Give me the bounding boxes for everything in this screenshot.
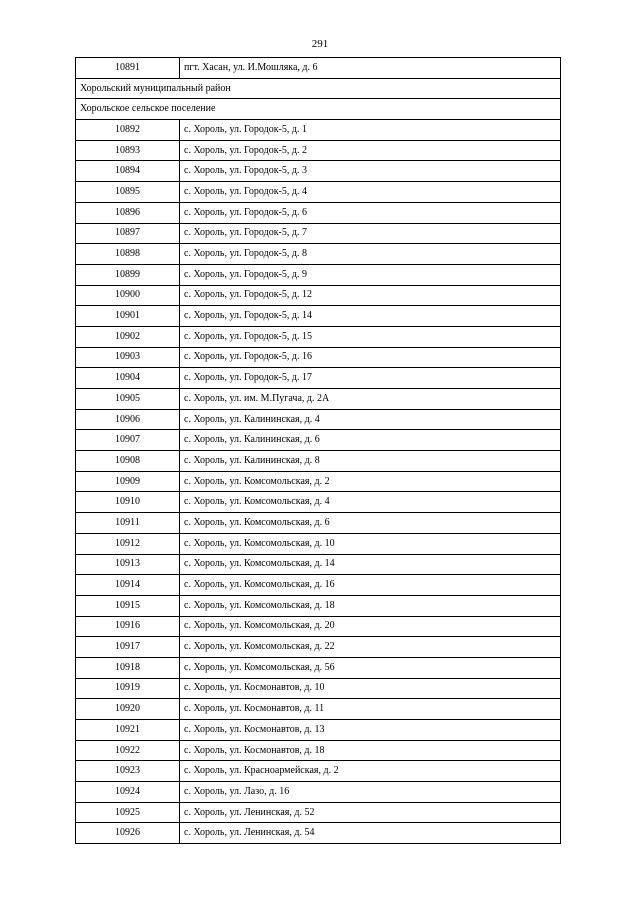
table-row xyxy=(76,202,561,223)
row-number: 10898 xyxy=(76,244,180,265)
row-address: с. Хороль, ул. Комсомольская, д. 56 xyxy=(180,657,561,678)
row-address: с. Хороль, ул. Комсомольская, д. 20 xyxy=(180,616,561,637)
row-address: с. Хороль, ул. им. М.Пугача, д. 2А xyxy=(180,389,561,410)
row-address: с. Хороль, ул. Комсомольская, д. 14 xyxy=(180,554,561,575)
table-row xyxy=(76,223,561,244)
row-number: 10926 xyxy=(76,823,180,844)
table-row xyxy=(76,657,561,678)
row-number: 10891 xyxy=(76,58,180,79)
table-row xyxy=(76,409,561,430)
row-number: 10908 xyxy=(76,451,180,472)
address-table-body xyxy=(76,58,561,844)
table-row xyxy=(76,533,561,554)
table-row xyxy=(76,720,561,741)
row-address: с. Хороль, ул. Лазо, д. 16 xyxy=(180,782,561,803)
row-address: с. Хороль, ул. Красноармейская, д. 2 xyxy=(180,761,561,782)
row-number: 10897 xyxy=(76,223,180,244)
row-number: 10915 xyxy=(76,595,180,616)
table-row xyxy=(76,389,561,410)
row-number: 10895 xyxy=(76,182,180,203)
row-number: 10925 xyxy=(76,802,180,823)
row-address: с. Хороль, ул. Комсомольская, д. 6 xyxy=(180,513,561,534)
table-row xyxy=(76,699,561,720)
row-number: 10905 xyxy=(76,389,180,410)
row-number: 10912 xyxy=(76,533,180,554)
table-row xyxy=(76,823,561,844)
row-address: с. Хороль, ул. Городок-5, д. 4 xyxy=(180,182,561,203)
row-number: 10900 xyxy=(76,285,180,306)
row-number: 10902 xyxy=(76,326,180,347)
row-number: 10919 xyxy=(76,678,180,699)
row-address: с. Хороль, ул. Городок-5, д. 1 xyxy=(180,120,561,141)
row-number: 10892 xyxy=(76,120,180,141)
row-number: 10914 xyxy=(76,575,180,596)
row-address: с. Хороль, ул. Городок-5, д. 2 xyxy=(180,140,561,161)
row-number: 10922 xyxy=(76,740,180,761)
table-row xyxy=(76,740,561,761)
row-address: с. Хороль, ул. Комсомольская, д. 4 xyxy=(180,492,561,513)
row-number: 10911 xyxy=(76,513,180,534)
table-row xyxy=(76,285,561,306)
row-address: с. Хороль, ул. Городок-5, д. 7 xyxy=(180,223,561,244)
section-heading: Хорольский муниципальный район xyxy=(76,78,561,99)
row-address: с. Хороль, ул. Калининская, д. 4 xyxy=(180,409,561,430)
section-heading: Хорольское сельское поселение xyxy=(76,99,561,120)
row-address: с. Хороль, ул. Городок-5, д. 15 xyxy=(180,326,561,347)
row-number: 10901 xyxy=(76,306,180,327)
table-row xyxy=(76,595,561,616)
row-address: с. Хороль, ул. Калининская, д. 8 xyxy=(180,451,561,472)
row-number: 10903 xyxy=(76,347,180,368)
row-address: с. Хороль, ул. Городок-5, д. 14 xyxy=(180,306,561,327)
table-row xyxy=(76,761,561,782)
row-address: с. Хороль, ул. Комсомольская, д. 16 xyxy=(180,575,561,596)
row-address: с. Хороль, ул. Городок-5, д. 9 xyxy=(180,264,561,285)
row-number: 10916 xyxy=(76,616,180,637)
row-address: с. Хороль, ул. Ленинская, д. 52 xyxy=(180,802,561,823)
table-row xyxy=(76,244,561,265)
row-address: с. Хороль, ул. Ленинская, д. 54 xyxy=(180,823,561,844)
table-row xyxy=(76,120,561,141)
row-number: 10893 xyxy=(76,140,180,161)
table-row xyxy=(76,326,561,347)
row-number: 10918 xyxy=(76,657,180,678)
table-row xyxy=(76,140,561,161)
row-address: с. Хороль, ул. Калининская, д. 6 xyxy=(180,430,561,451)
table-row xyxy=(76,58,561,79)
table-row xyxy=(76,430,561,451)
table-row xyxy=(76,264,561,285)
row-number: 10921 xyxy=(76,720,180,741)
row-address: с. Хороль, ул. Комсомольская, д. 10 xyxy=(180,533,561,554)
table-row xyxy=(76,451,561,472)
row-address: с. Хороль, ул. Комсомольская, д. 22 xyxy=(180,637,561,658)
row-address: с. Хороль, ул. Космонавтов, д. 10 xyxy=(180,678,561,699)
table-row xyxy=(76,802,561,823)
row-address: с. Хороль, ул. Комсомольская, д. 2 xyxy=(180,471,561,492)
row-number: 10923 xyxy=(76,761,180,782)
table-row xyxy=(76,637,561,658)
table-row xyxy=(76,347,561,368)
table-row xyxy=(76,306,561,327)
row-address: с. Хороль, ул. Городок-5, д. 6 xyxy=(180,202,561,223)
row-number: 10907 xyxy=(76,430,180,451)
table-row xyxy=(76,575,561,596)
table-row xyxy=(76,678,561,699)
row-address: с. Хороль, ул. Космонавтов, д. 13 xyxy=(180,720,561,741)
row-number: 10910 xyxy=(76,492,180,513)
section-heading-row xyxy=(76,78,561,99)
table-row xyxy=(76,182,561,203)
table-row xyxy=(76,513,561,534)
section-heading-row xyxy=(76,99,561,120)
table-row xyxy=(76,782,561,803)
row-number: 10909 xyxy=(76,471,180,492)
row-number: 10913 xyxy=(76,554,180,575)
table-row xyxy=(76,368,561,389)
row-number: 10917 xyxy=(76,637,180,658)
row-address: с. Хороль, ул. Городок-5, д. 12 xyxy=(180,285,561,306)
row-number: 10896 xyxy=(76,202,180,223)
row-number: 10920 xyxy=(76,699,180,720)
row-address: с. Хороль, ул. Городок-5, д. 17 xyxy=(180,368,561,389)
table-row xyxy=(76,471,561,492)
row-address: с. Хороль, ул. Городок-5, д. 16 xyxy=(180,347,561,368)
row-address: с. Хороль, ул. Комсомольская, д. 18 xyxy=(180,595,561,616)
table-row xyxy=(76,616,561,637)
row-address: с. Хороль, ул. Космонавтов, д. 11 xyxy=(180,699,561,720)
row-number: 10894 xyxy=(76,161,180,182)
row-number: 10899 xyxy=(76,264,180,285)
table-row xyxy=(76,554,561,575)
row-address: с. Хороль, ул. Космонавтов, д. 18 xyxy=(180,740,561,761)
table-row xyxy=(76,161,561,182)
row-number: 10906 xyxy=(76,409,180,430)
row-address: с. Хороль, ул. Городок-5, д. 3 xyxy=(180,161,561,182)
row-number: 10904 xyxy=(76,368,180,389)
row-address: пгт. Хасан, ул. И.Мошляка, д. 6 xyxy=(180,58,561,79)
row-number: 10924 xyxy=(76,782,180,803)
page-number: 291 xyxy=(311,38,329,50)
row-address: с. Хороль, ул. Городок-5, д. 8 xyxy=(180,244,561,265)
address-table xyxy=(75,57,561,844)
table-row xyxy=(76,492,561,513)
